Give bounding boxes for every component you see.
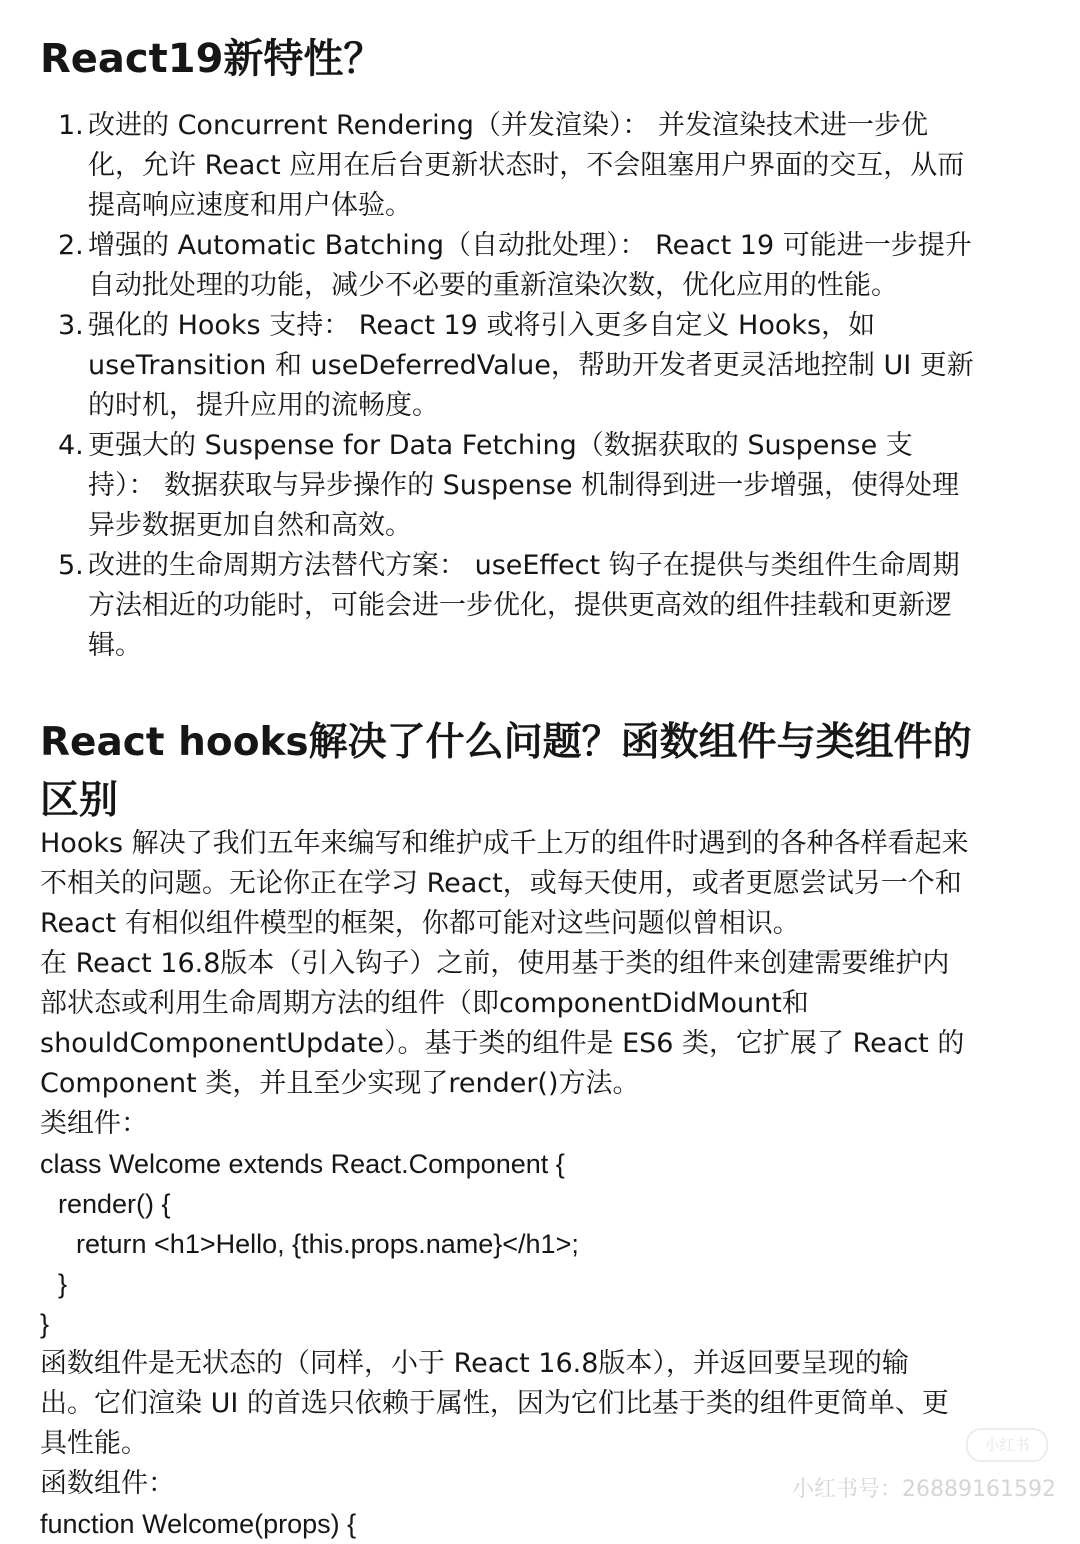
body-line: 部状态或利用生命周期方法的组件（即componentDidMount和: [40, 988, 809, 1019]
list-item-line: useTransition 和 useDeferredValue，帮助开发者更灵活地控制 UI 更新: [88, 350, 974, 381]
list-item-line: 异步数据更加自然和高效。: [88, 510, 412, 541]
body-line: 在 React 16.8版本（引入钩子）之前，使用基于类的组件来创建需要维护内: [40, 948, 950, 979]
watermark-account-id: 小红书号：26889161592: [792, 1477, 1056, 1502]
list-item-number: 5.: [58, 550, 84, 581]
body-line: 函数组件是无状态的（同样，小于 React 16.8版本），并返回要呈现的输: [40, 1348, 909, 1379]
code-line: }: [58, 1269, 68, 1299]
list-item-line: 方法相近的功能时，可能会进一步优化，提供更高效的组件挂载和更新逻: [88, 590, 952, 621]
code-line: render() {: [58, 1189, 171, 1219]
list-item-line: 自动批处理的功能，减少不必要的重新渲染次数，优化应用的性能。: [88, 270, 898, 301]
body-line: 出。它们渲染 UI 的首选只依赖于属性，因为它们比基于类的组件更简单、更: [40, 1388, 949, 1419]
list-item-line: 改进的 Concurrent Rendering（并发渲染）： 并发渲染技术进一步优: [88, 110, 929, 141]
body-line: shouldComponentUpdate）。基于类的组件是 ES6 类，它扩展了 React 的: [40, 1028, 965, 1059]
list-item-number: 4.: [58, 430, 84, 461]
list-item-number: 2.: [58, 230, 84, 261]
list-item-line: 辑。: [88, 630, 142, 661]
body-line: 类组件：: [40, 1108, 148, 1139]
body-line: React 有相似组件模型的框架，你都可能对这些问题似曾相识。: [40, 908, 800, 939]
body-line: 具性能。: [40, 1428, 148, 1459]
list-item-line: 的时机，提升应用的流畅度。: [88, 390, 439, 421]
list-item-line: 提高响应速度和用户体验。: [88, 190, 412, 221]
code-line: return <h1>Hello, {this.props.name}</h1>;: [76, 1229, 579, 1259]
list-item-number: 3.: [58, 310, 84, 341]
section-title-hooks: React hooks解决了什么问题？函数组件与类组件的: [40, 720, 972, 765]
body-line: 不相关的问题。无论你正在学习 React，或每天使用，或者更愿尝试另一个和: [40, 868, 962, 899]
list-item-line: 增强的 Automatic Batching（自动批处理）： React 19 可能进一步提升: [88, 230, 972, 261]
section-title-react19: React19新特性？: [40, 36, 384, 82]
code-line: class Welcome extends React.Component {: [40, 1149, 565, 1179]
list-item-line: 更强大的 Suspense for Data Fetching（数据获取的 Suspense 支: [88, 430, 913, 461]
xiaohongshu-logo-watermark: 小红书: [966, 1428, 1048, 1462]
list-item-line: 改进的生命周期方法替代方案： useEffect 钩子在提供与类组件生命周期: [88, 550, 960, 581]
list-item-line: 强化的 Hooks 支持： React 19 或将引入更多自定义 Hooks，如: [88, 310, 876, 341]
code-line: function Welcome(props) {: [40, 1509, 357, 1539]
list-item-line: 化，允许 React 应用在后台更新状态时，不会阻塞用户界面的交互，从而: [88, 150, 965, 181]
body-line: 函数组件：: [40, 1468, 175, 1499]
section-title-hooks-continued: 区别: [40, 778, 119, 823]
code-line: }: [40, 1309, 50, 1339]
body-line: Component 类，并且至少实现了render()方法。: [40, 1068, 640, 1099]
list-item-number: 1.: [58, 110, 84, 141]
body-line: Hooks 解决了我们五年来编写和维护成千上万的组件时遇到的各种各样看起来: [40, 828, 969, 859]
list-item-line: 持）： 数据获取与异步操作的 Suspense 机制得到进一步增强，使得处理: [88, 470, 960, 501]
